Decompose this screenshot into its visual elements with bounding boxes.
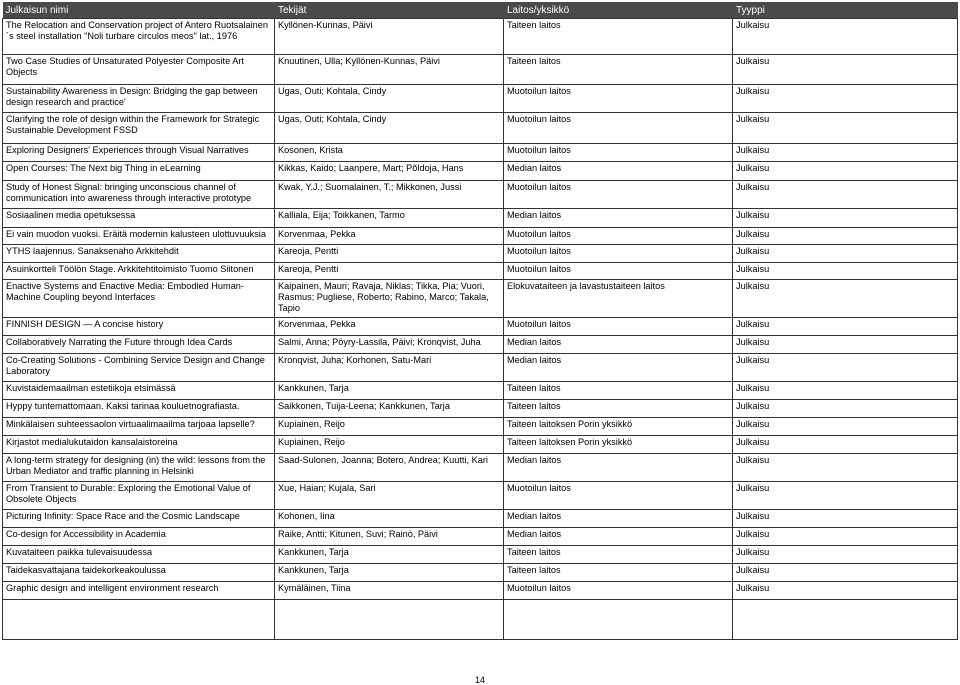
cell-title: A long-term strategy for designing (in) the wild: lessons from the Urban Mediator and traffic planning in Helsinki: [3, 454, 275, 482]
cell-title: Asuinkortteli Töölön Stage. Arkkitehtitoimisto Tuomo Siitonen: [3, 263, 275, 280]
table-row: [3, 400, 958, 418]
table-row: [3, 144, 958, 162]
table-row: [3, 336, 958, 354]
cell-authors: Knuutinen, Ulla; Kyllönen-Kunnas, Päivi: [275, 55, 504, 85]
cell-unit: Taiteen laitos: [504, 564, 733, 582]
cell-authors: Kikkas, Kaido; Laanpere, Mart; Põldoja, Hans: [275, 162, 504, 181]
header-authors: Tekijät: [275, 2, 504, 19]
cell-title: Co-design for Accessibility in Academia: [3, 528, 275, 546]
table-row: [3, 482, 958, 510]
header-type: Tyyppi: [733, 2, 958, 19]
cell-title: From Transient to Durable: Exploring the Emotional Value of Obsolete Objects: [3, 482, 275, 510]
table-row: [3, 228, 958, 245]
cell-authors: Kankkunen, Tarja: [275, 382, 504, 400]
cell-unit: Median laitos: [504, 209, 733, 228]
page-number: 14: [474, 675, 485, 685]
cell-unit: Median laitos: [504, 454, 733, 482]
cell-unit: Median laitos: [504, 510, 733, 528]
cell-type: Julkaisu: [733, 181, 958, 209]
table-row: [3, 19, 958, 55]
cell-type: Julkaisu: [733, 418, 958, 436]
cell-type: Julkaisu: [733, 144, 958, 162]
cell-type: Julkaisu: [733, 228, 958, 245]
cell-title: Ei vain muodon vuoksi. Eräitä modernin kalusteen ulottuvuuksia: [3, 228, 275, 245]
cell-type: Julkaisu: [733, 564, 958, 582]
cell-authors: Saad-Sulonen, Joanna; Botero, Andrea; Kuutti, Kari: [275, 454, 504, 482]
cell-authors: Kankkunen, Tarja: [275, 546, 504, 564]
cell-unit: Median laitos: [504, 336, 733, 354]
cell-authors: Korvenmaa, Pekka: [275, 228, 504, 245]
cell-title: Kirjastot medialukutaidon kansalaistoreina: [3, 436, 275, 454]
cell-unit: Elokuvataiteen ja lavastustaiteen laitos: [504, 280, 733, 318]
table-row: [3, 354, 958, 382]
publication-table: [2, 2, 958, 640]
table-row: [3, 454, 958, 482]
cell-authors: Kalliala, Eija; Toikkanen, Tarmo: [275, 209, 504, 228]
table-row: [3, 181, 958, 209]
table-row: [3, 245, 958, 263]
cell-unit: Taiteen laitos: [504, 55, 733, 85]
cell-authors: Kohonen, Iina: [275, 510, 504, 528]
cell-unit: Muotoilun laitos: [504, 113, 733, 144]
cell-authors: Saikkonen, Tuija-Leena; Kankkunen, Tarja: [275, 400, 504, 418]
table-row: [3, 263, 958, 280]
cell-unit: Taiteen laitos: [504, 19, 733, 55]
cell-type: Julkaisu: [733, 482, 958, 510]
cell-empty: [3, 600, 275, 640]
cell-title: Two Case Studies of Unsaturated Polyester Composite Art Objects: [3, 55, 275, 85]
cell-unit: Taiteen laitos: [504, 546, 733, 564]
cell-title: Exploring Designers' Experiences through Visual Narratives: [3, 144, 275, 162]
table-header-row: [3, 2, 958, 19]
table-row: [3, 582, 958, 600]
cell-title: YTHS laajennus. Sanaksenaho Arkkitehdit: [3, 245, 275, 263]
cell-title: Graphic design and intelligent environment research: [3, 582, 275, 600]
cell-title: Kuvataiteen paikka tulevaisuudessa: [3, 546, 275, 564]
cell-authors: Kareoja, Pentti: [275, 245, 504, 263]
table-row: [3, 528, 958, 546]
table-row: [3, 209, 958, 228]
cell-title: Picturing Infinity: Space Race and the Cosmic Landscape: [3, 510, 275, 528]
cell-unit: Taiteen laitoksen Porin yksikkö: [504, 418, 733, 436]
cell-type: Julkaisu: [733, 582, 958, 600]
cell-authors: Kosonen, Krista: [275, 144, 504, 162]
cell-title: Minkälaisen suhteessaolon virtuaalimaailma tarjoaa lapselle?: [3, 418, 275, 436]
cell-unit: Muotoilun laitos: [504, 181, 733, 209]
cell-unit: Muotoilun laitos: [504, 263, 733, 280]
cell-authors: Kwak, Y.J.; Suomalainen, T.; Mikkonen, Jussi: [275, 181, 504, 209]
cell-title: Taidekasvattajana taidekorkeakoulussa: [3, 564, 275, 582]
cell-authors: Kymäläinen, Tiina: [275, 582, 504, 600]
cell-type: Julkaisu: [733, 528, 958, 546]
cell-type: Julkaisu: [733, 55, 958, 85]
cell-authors: Ugas, Outi; Kohtala, Cindy: [275, 85, 504, 113]
cell-type: Julkaisu: [733, 85, 958, 113]
table-row: [3, 510, 958, 528]
cell-title: Enactive Systems and Enactive Media: Embodied Human-Machine Coupling beyond Interfaces: [3, 280, 275, 318]
table-body: [3, 19, 958, 640]
publication-list-page: [2, 2, 956, 640]
cell-title: Open Courses: The Next big Thing in eLearning: [3, 162, 275, 181]
cell-authors: Ugas, Outi; Kohtala, Cindy: [275, 113, 504, 144]
table-row-empty: [3, 600, 958, 640]
cell-type: Julkaisu: [733, 454, 958, 482]
cell-unit: Muotoilun laitos: [504, 245, 733, 263]
cell-title: FINNISH DESIGN — A concise history: [3, 318, 275, 336]
cell-empty: [275, 600, 504, 640]
cell-authors: Kupiainen, Reijo: [275, 436, 504, 454]
cell-title: Study of Honest Signal: bringing unconscious channel of communication into awareness through interactive prototype: [3, 181, 275, 209]
table-row: [3, 318, 958, 336]
cell-title: Kuvistaidemaailman estetiikoja etsimässä: [3, 382, 275, 400]
cell-title: The Relocation and Conservation project of Antero Ruotsalainen´s steel installation "Noli turbare circulos meos" lat., 1976: [3, 19, 275, 55]
cell-authors: Salmi, Anna; Pöyry-Lassila, Päivi; Kronqvist, Juha: [275, 336, 504, 354]
cell-type: Julkaisu: [733, 318, 958, 336]
cell-type: Julkaisu: [733, 280, 958, 318]
header-title: Julkaisun nimi: [3, 2, 275, 19]
cell-authors: Kupiainen, Reijo: [275, 418, 504, 436]
cell-authors: Kronqvist, Juha; Korhonen, Satu-Mari: [275, 354, 504, 382]
table-row: [3, 382, 958, 400]
cell-authors: Kankkunen, Tarja: [275, 564, 504, 582]
cell-type: Julkaisu: [733, 336, 958, 354]
cell-authors: Xue, Haian; Kujala, Sari: [275, 482, 504, 510]
cell-unit: Muotoilun laitos: [504, 228, 733, 245]
cell-authors: Kaipainen, Mauri; Ravaja, Niklas; Tikka, Pia; Vuori, Rasmus; Pugliese, Roberto; Rabino, Marco; Takala, Tapio: [275, 280, 504, 318]
cell-type: Julkaisu: [733, 546, 958, 564]
cell-title: Collaboratively Narrating the Future through Idea Cards: [3, 336, 275, 354]
cell-authors: Kareoja, Pentti: [275, 263, 504, 280]
cell-title: Clarifying the role of design within the Framework for Strategic Sustainable Development FSSD: [3, 113, 275, 144]
cell-title: Sustainability Awareness in Design: Bridging the gap between design research and practice': [3, 85, 275, 113]
table-row: [3, 280, 958, 318]
cell-unit: Muotoilun laitos: [504, 144, 733, 162]
cell-empty: [504, 600, 733, 640]
cell-unit: Median laitos: [504, 354, 733, 382]
cell-unit: Muotoilun laitos: [504, 582, 733, 600]
cell-type: Julkaisu: [733, 113, 958, 144]
table-row: [3, 55, 958, 85]
table-row: [3, 85, 958, 113]
cell-unit: Taiteen laitos: [504, 382, 733, 400]
cell-title: Hyppy tuntemattomaan. Kaksi tarinaa kouluetnografiasta.: [3, 400, 275, 418]
table-row: [3, 113, 958, 144]
cell-type: Julkaisu: [733, 263, 958, 280]
cell-type: Julkaisu: [733, 354, 958, 382]
cell-unit: Taiteen laitoksen Porin yksikkö: [504, 436, 733, 454]
cell-unit: Muotoilun laitos: [504, 85, 733, 113]
cell-type: Julkaisu: [733, 400, 958, 418]
table-row: [3, 546, 958, 564]
cell-authors: Raike, Antti; Kitunen, Suvi; Rainò, Päivi: [275, 528, 504, 546]
cell-unit: Median laitos: [504, 528, 733, 546]
table-row: [3, 436, 958, 454]
cell-type: Julkaisu: [733, 162, 958, 181]
table-row: [3, 162, 958, 181]
cell-type: Julkaisu: [733, 209, 958, 228]
cell-type: Julkaisu: [733, 19, 958, 55]
table-row: [3, 564, 958, 582]
cell-authors: Korvenmaa, Pekka: [275, 318, 504, 336]
cell-title: Sosiaalinen media opetuksessa: [3, 209, 275, 228]
cell-title: Co-Creating Solutions - Combining Service Design and Change Laboratory: [3, 354, 275, 382]
cell-unit: Taiteen laitos: [504, 400, 733, 418]
cell-type: Julkaisu: [733, 382, 958, 400]
cell-type: Julkaisu: [733, 510, 958, 528]
cell-type: Julkaisu: [733, 436, 958, 454]
cell-unit: Muotoilun laitos: [504, 318, 733, 336]
cell-unit: Median laitos: [504, 162, 733, 181]
table-row: [3, 418, 958, 436]
cell-type: Julkaisu: [733, 245, 958, 263]
cell-empty: [733, 600, 958, 640]
header-unit: Laitos/yksikkö: [504, 2, 733, 19]
cell-unit: Muotoilun laitos: [504, 482, 733, 510]
cell-authors: Kyllönen-Kunnas, Päivi: [275, 19, 504, 55]
